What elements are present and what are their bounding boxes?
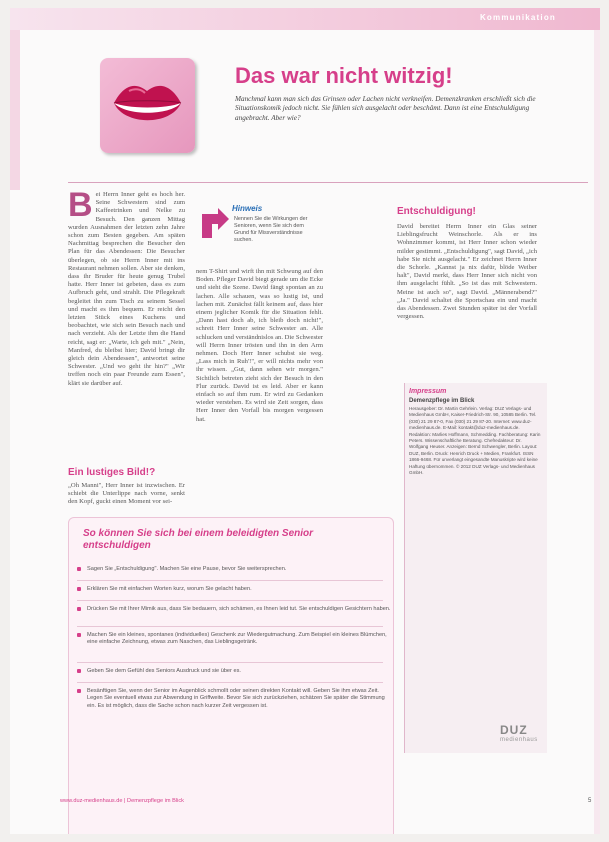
logo-brand: DUZ bbox=[500, 723, 528, 737]
divider bbox=[68, 182, 588, 183]
tip-text: Sagen Sie „Entschuldigung". Machen Sie eine Pause, bevor Sie weitersprechen. bbox=[87, 566, 287, 572]
column-1b bbox=[68, 482, 185, 507]
tips-box bbox=[68, 517, 394, 834]
tip-item bbox=[77, 632, 393, 647]
impressum-title: Demenzpflege im Blick bbox=[409, 398, 475, 404]
page-number: 5 bbox=[588, 798, 592, 804]
tip-text: Besänftigen Sie, wenn der Senior im Augenblick schmollt oder seinen direkten Kontakt will. Geben Sie ihm etwas Zeit. Legen Sie eventuell etwas zur Abwendung in Griffweite. Bevor Sie sich zurückziehen, schätzen Sie später die Stimmung ein. Es ist möglich, dass die Sache schon nach kurzer Zeit vergessen ist. bbox=[87, 688, 385, 709]
impressum-text: Herausgeber: Dr. Martin Gehrlein. Verlag: DUZ Verlags- und Medienhaus GmbH, Kaiser-Friedrich-Str. 90, 10585 Berlin. Tel. (030) 21 29 87-0, Fax (030) 21 29 87-20. Internet: www.duz-medienhaus.de. E-Mail: kontakt@duz-medienhaus.de. Redaktion: Marlies Hoffmann, Schmedding. Fachberatung: Karin Peters. Wissenschaftliche Beratung. Chefredakteur: Dr. Wolfgang Heuser. Anzeigen: Bernd Schwengler, Berlin. Layout: DUZ, Berlin. Druck: Henrich Druck + Medien, Frankfurt. ISSN 1866-9468. Für unverlangt eingesandte Manuskripte wird keine Haftung übernommen. © 2012 DUZ Verlags- und Medienhaus GmbH. bbox=[409, 406, 541, 476]
lips-icon bbox=[111, 76, 184, 134]
column-2-text: nem T-Shirt und wirft ihn mit Schwung auf den Boden. Pfleger David biegt gerade um die Ecke und sieht die Szene. David fängt spontan an zu lachen. Alle schauen, was so lustig ist, und lachen mit. Zunächst fällt keinem auf, dass hier einem jeglicher Komik für die Situation fehlt. „Dann hast doch ab, ich bleib doch nicht!", schreit Herr Inner seine Schwester an. Alle schlucken und verständnislos an. Die Schwester will Herrn Inner trösten und ihn in den Arm nehmen. Doch Herr Inner schubst sie weg. „Lass mich in Ruh'!", er will nichts mehr von ihr wissen. „Gut, dann sehen wir morgen." Sichtlich betreten zieht sich der Besuch in den Flur zurück. David ist es leid. Aber er kann einfach so auf ihm rum. Er wird zu Gedanken wieder verstehen. Es wird sie Zeit sorgen, dass Herr Inner den Vorfall bis morgen vergessen hat. bbox=[196, 268, 323, 423]
column-3 bbox=[397, 223, 537, 321]
section-bar bbox=[10, 8, 600, 30]
hint-title: Hinweis bbox=[232, 204, 263, 213]
drop-cap: B bbox=[68, 186, 93, 224]
tip-divider bbox=[77, 626, 383, 627]
tip-divider bbox=[77, 682, 383, 683]
tip-text: Geben Sie dem Gefühl des Seniors Ausdruck und sie über es. bbox=[87, 668, 241, 674]
lips-icon-box bbox=[100, 58, 195, 153]
tip-item bbox=[77, 566, 393, 573]
footer-text: www.duz-medienhaus.de | Demenzpflege im Blick bbox=[60, 798, 184, 804]
subhead-lustiges-bild: Ein lustiges Bild!? bbox=[68, 467, 156, 478]
right-stripe bbox=[594, 30, 600, 834]
column-3-text: David bereitet Herrn Inner ein Glas seiner Lieblingsfrucht Weinschorle. Als er ins Wohnzimmer kommt, ist Herr Inner schon wieder milder gestimmt. „Entschuldigung", sagt David, „ich habe Sie nicht ausgelacht." Er zeichnet Herrn Inner die Schorle. „Kannst ja nix dafür, blöde Weiber halt", David merkt, dass Herr Inner sich nicht von ihm ausgelacht fühlt. „So ist das mit Schwestern. Meine ist auch so", sagt David. „Männerabend?" „Ja." David schaltet die Sportschau ein und macht das Abendessen. Zwei Stunden später ist der Vorfall vergessen. bbox=[397, 223, 537, 321]
subhead-entschuldigung: Entschuldigung! bbox=[397, 206, 476, 217]
bullet-icon bbox=[77, 633, 81, 637]
bullet-icon bbox=[77, 567, 81, 571]
hint-arrow-icon bbox=[200, 208, 230, 242]
section-label: Kommunikation bbox=[479, 13, 556, 22]
tip-divider bbox=[77, 600, 383, 601]
tip-divider bbox=[77, 662, 383, 663]
tip-text: Drücken Sie mit Ihrer Mimik aus, dass Sie bedauern, sich schämen, es Ihnen leid tut. Sie entschuldigen Gesichtern haben. bbox=[87, 606, 391, 612]
bullet-icon bbox=[77, 689, 81, 693]
bullet-icon bbox=[77, 587, 81, 591]
tip-item bbox=[77, 606, 393, 613]
tip-item bbox=[77, 688, 393, 710]
tip-text: Erklären Sie mit einfachen Worten kurz, worum Sie gelacht haben. bbox=[87, 586, 252, 592]
duz-logo bbox=[500, 723, 538, 743]
bullet-icon bbox=[77, 607, 81, 611]
column-2 bbox=[196, 268, 323, 424]
column-1 bbox=[68, 186, 185, 388]
article-intro: Manchmal kann man sich das Grinsen oder Lachen nicht verkneifen. Demenzkranken erschließt sich die Situationskomik jedoch nicht. Sie fühlen sich ausgelacht oder beschämt. Dann ist eine Entschuldigung angebracht. Aber wie? bbox=[235, 95, 536, 122]
tip-item bbox=[77, 586, 393, 593]
impressum-box bbox=[404, 383, 547, 753]
magazine-page bbox=[10, 8, 600, 834]
tip-item bbox=[77, 668, 393, 675]
article-title: Das war nicht witzig! bbox=[235, 63, 453, 88]
hint-box bbox=[196, 204, 323, 264]
column-1b-text: „Oh Manni", Herr Inner ist inzwischen. Er schiebt die Unterlippe nach vorne, senkt den Kopf, guckt einen Moment vor sei- bbox=[68, 482, 185, 506]
tip-text: Machen Sie ein kleines, spontanes (individuelles) Geschenk zur Wiedergutmachung. Zum Beispiel ein kleines Blümchen, eine einfache Zeichnung, etwas zum Naschen, das Lieblingsgetränk. bbox=[87, 632, 387, 646]
tip-divider bbox=[77, 580, 383, 581]
hint-text: Nennen Sie die Wirkungen der Senioren, wenn Sie sich dem Grund für Missverständnisse suchen. bbox=[234, 216, 308, 243]
logo-sub: medienhaus bbox=[500, 737, 538, 743]
impressum-heading: Impressum bbox=[409, 388, 447, 395]
side-stripe bbox=[10, 30, 20, 190]
tips-title: So können Sie sich bei einem beleidigten Senior entschuldigen bbox=[83, 528, 314, 551]
bullet-icon bbox=[77, 669, 81, 673]
column-1-text: ei Herrn Inner geht es hoch her. Seine Schwestern sind zum Kaffeetrinken und Nelke zu Besuch. Den ganzen Mittag wurden Ausnahmen der letzten zehn Jahre schon zum Besten gegeben. Am späten Nachmittag besprechen die Besucher den Plan für das Abendessen: Die Besucher überlegen, ob sie Herrn Inner mit ins Restaurant nehmen sollen. Aber sie denken, dass ihr Bruder für heute genug Trubel hatte. Herr Inner ist gebeten, dass es zum Aufbruch geht, und strahlt. Die Pflegekraft begleitet ihn zum Tisch zu seinem Sessel und macht es ihm bequem. Er reicht den letzten Stück eines Kuchens und beobachtet, wie sich sein Besuch nach und nach verzieht. Als der Letzte ihm die Hand reicht, sagt er: „Warte, ich geh mit." „Nein, Manfred, du bleibst hier; David bringt dir gleich dein Abendessen", antwortet seine Schwester. „Und wo geht ihr hin?" „Wir treffen noch ein paar Freunde zum Essen", klärt sie darüber auf. bbox=[68, 191, 185, 387]
